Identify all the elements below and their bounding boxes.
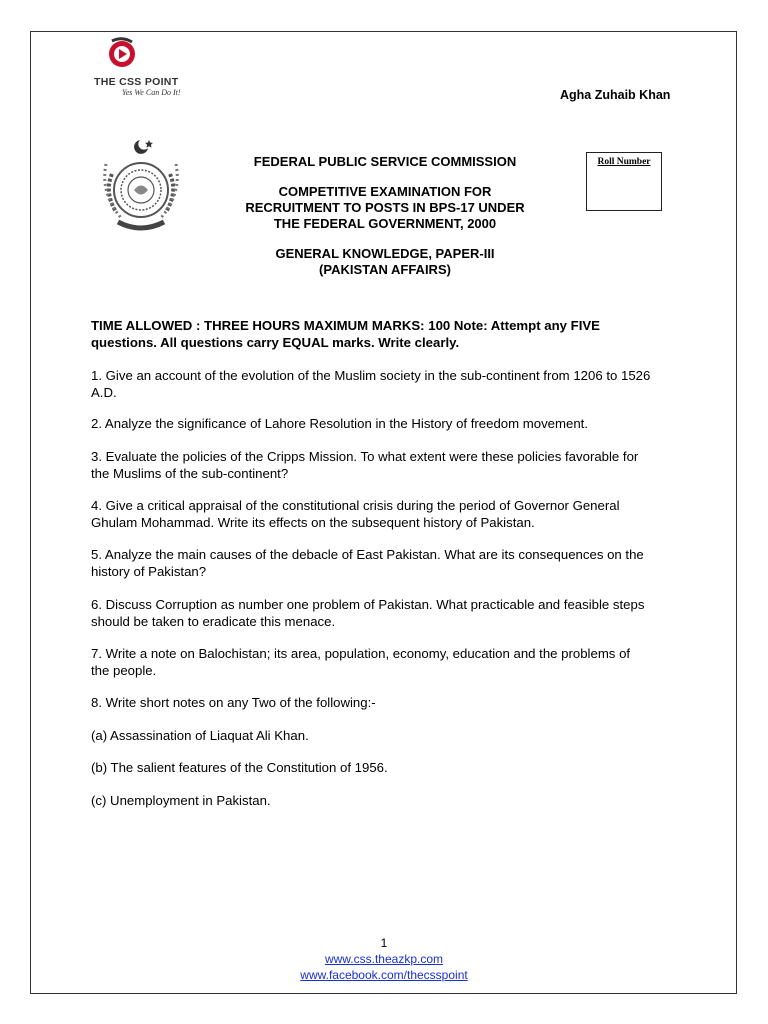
- exam-instructions: [91, 318, 691, 351]
- question-line: should be taken to eradicate this menace.: [91, 613, 336, 629]
- exam-title-line1: COMPETITIVE EXAMINATION FOR: [278, 184, 492, 199]
- question-line: (b) The salient features of the Constitution of 1956.: [91, 760, 388, 775]
- question-item: [91, 597, 691, 630]
- paper-title-line2: (PAKISTAN AFFAIRS): [319, 262, 451, 277]
- question-line: A.D.: [91, 384, 117, 400]
- question-item: [91, 498, 691, 531]
- question-line: 5. Analyze the main causes of the debacle of East Pakistan. What are its consequences on the: [91, 547, 644, 562]
- author-name: Agha Zuhaib Khan: [560, 88, 671, 102]
- exam-title-line3: THE FEDERAL GOVERNMENT, 2000: [273, 216, 497, 231]
- fpsc-emblem-icon: [94, 134, 189, 244]
- question-line: the people.: [91, 662, 157, 678]
- roll-number-box: [586, 152, 662, 211]
- website-link[interactable]: www.css.theazkp.com: [324, 952, 444, 966]
- emblem: [94, 134, 189, 244]
- question-line: 4. Give a critical appraisal of the constitutional crisis during the period of Governor General: [91, 498, 620, 513]
- question-line: (a) Assassination of Liaquat Ali Khan.: [91, 728, 309, 743]
- question-line: history of Pakistan?: [91, 563, 207, 579]
- instructions-line1: TIME ALLOWED : THREE HOURS MAXIMUM MARKS: 100 Note: Attempt any FIVE: [91, 318, 600, 333]
- question-item: [91, 547, 691, 580]
- page-footer: [0, 935, 768, 983]
- question-item: [91, 449, 691, 482]
- question-line: 3. Evaluate the policies of the Cripps Mission. To what extent were these policies favorable for: [91, 449, 639, 464]
- question-line: 8. Write short notes on any Two of the following:-: [91, 695, 376, 710]
- instructions-line2: questions. All questions carry EQUAL marks. Write clearly.: [91, 334, 460, 350]
- exam-header: [220, 154, 550, 278]
- question-item: [91, 728, 691, 745]
- css-point-logo-icon: [100, 36, 140, 76]
- question-item: [91, 695, 691, 712]
- question-item: [91, 646, 691, 679]
- question-line: Ghulam Mohammad. Write its effects on the subsequent history of Pakistan.: [91, 514, 535, 530]
- logo-name: THE CSS POINT: [94, 76, 179, 88]
- question-line: 6. Discuss Corruption as number one problem of Pakistan. What practicable and feasible steps: [91, 597, 645, 612]
- css-point-logo: [92, 36, 202, 102]
- logo-tagline: Yes We Can Do It!: [122, 88, 181, 97]
- question-line: (c) Unemployment in Pakistan.: [91, 793, 271, 808]
- question-item: [91, 793, 691, 810]
- commission-title: FEDERAL PUBLIC SERVICE COMMISSION: [253, 154, 517, 169]
- roll-number-label: Roll Number: [597, 157, 651, 167]
- question-item: [91, 760, 691, 777]
- facebook-link[interactable]: www.facebook.com/thecsspoint: [300, 968, 468, 982]
- paper-title-line1: GENERAL KNOWLEDGE, PAPER-III: [275, 246, 495, 261]
- question-line: 1. Give an account of the evolution of the Muslim society in the sub-continent from 1206 to 1526: [91, 368, 651, 383]
- question-item: [91, 416, 691, 433]
- page-number: 1: [380, 936, 388, 950]
- question-line: the Muslims of the sub-continent?: [91, 465, 289, 481]
- question-line: 2. Analyze the significance of Lahore Resolution in the History of freedom movement.: [91, 416, 588, 431]
- exam-title-line2: RECRUITMENT TO POSTS IN BPS-17 UNDER: [245, 200, 525, 215]
- question-line: 7. Write a note on Balochistan; its area, population, economy, education and the problems of: [91, 646, 631, 661]
- question-item: [91, 368, 691, 401]
